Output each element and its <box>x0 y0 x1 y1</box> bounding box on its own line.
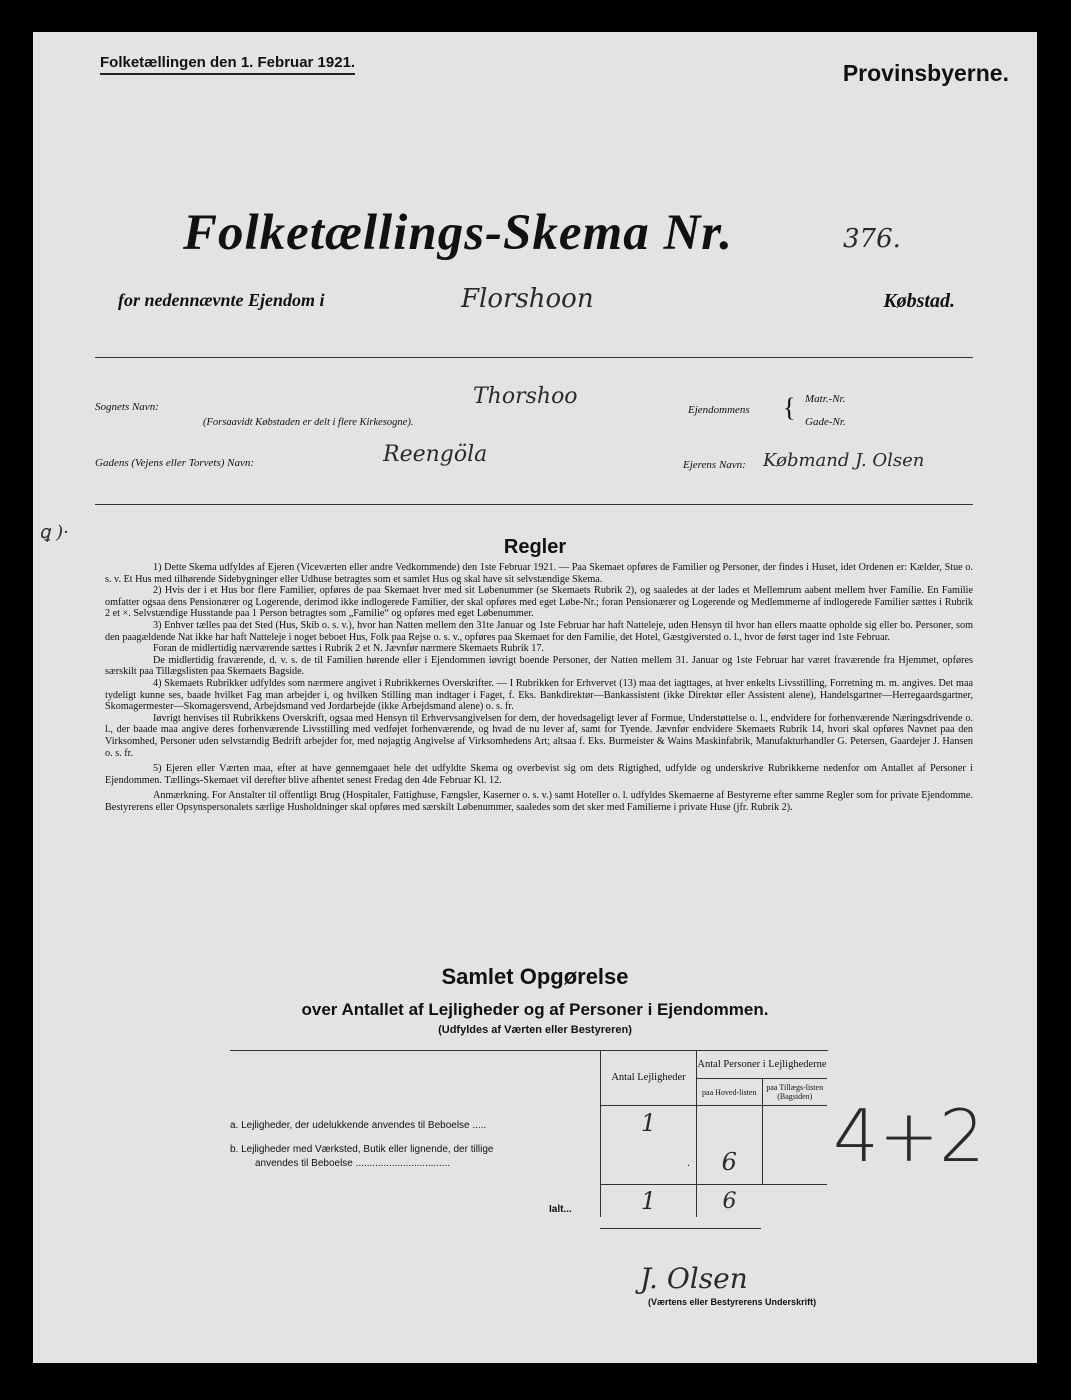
rule-3-note-b: De midlertidig fraværende, d. v. s. de til Familien hørende eller i Ejendommen iøvrigt boende Personer, der Natten mellem 31. Januar og 1ste Februar har været fraværende fra Hjemmet, opføres særskilt paa Tillægslisten paa Skemaets Bagside. <box>105 654 973 678</box>
row-b-label-1: b. Lejligheder med Værksted, Butik eller lignende, der tillige <box>230 1144 494 1155</box>
gade-value: Reengöla <box>383 442 488 467</box>
b-antal: . <box>601 1140 697 1185</box>
side-tally: 4+2 <box>833 1094 985 1178</box>
rule-1: 1) Dette Skema udfyldes af Ejeren (Viceværten eller andre Vedkommende) den 1ste Februar 1921. — Paa Skemaet opføres de Familier og Personer, der findes i Huset, idet Ordenen er: Kælder, Stue o. s. v. Et Hus med tilhørende Sidebygninger eller Udhuse betragtes som et samlet Hus og skal have sit selvstændige Skema. <box>105 562 973 585</box>
b-hoved: 6 <box>697 1140 763 1185</box>
ejer-value: Købmand J. Olsen <box>763 450 925 471</box>
anmaerkning: Anmærkning. For Anstalter til offentligt Brug (Hospitaler, Fattighuse, Fængsler, Kaserner o. s. v.) samt Hoteller o. l. udfyldes Skemaerne af Bestyrerne efter samme Regler som for private Ejendomme. Bestyrerens eller Opsynspersonalets særlige Husholdninger skal opføres med særskilt Løbenummer, saaledes som det sker med Familierne i private Huse (jfr. Rubrik 2). <box>105 790 973 813</box>
row-a-label: a. Lejligheder, der udelukkende anvendes til Beboelse ..... <box>230 1120 487 1131</box>
sogn-label: Sognets Navn: <box>95 401 159 413</box>
gade-nr-label: Gade-Nr. <box>805 416 846 428</box>
owner-signature: J. Olsen <box>640 1262 748 1295</box>
sogn-note: (Forsaavidt Købstaden er delt i flere Kirkesogne). <box>203 417 414 428</box>
ejer-label: Ejerens Navn: <box>683 459 746 471</box>
col-hoved-header: paa Hoved-listen <box>697 1079 763 1106</box>
total-antal: 1 <box>601 1185 697 1218</box>
divider-top <box>95 357 973 358</box>
signature-caption: (Værtens eller Bestyrerens Underskrift) <box>648 1297 817 1307</box>
gade-label: Gadens (Vejens eller Torvets) Navn: <box>95 457 255 469</box>
margin-note: ꝗ )· <box>39 522 69 543</box>
col-personer-header: Antal Personer i Lejlighederne <box>697 1050 828 1079</box>
town-handwritten: Florshoon <box>461 284 594 314</box>
census-form-sheet <box>33 32 1037 1363</box>
total-hoved: 6 <box>697 1185 763 1218</box>
brace-icon: { <box>783 393 796 422</box>
total-rule <box>600 1228 761 1229</box>
ejendom-label: Ejendommens <box>688 404 750 416</box>
rule-4: 4) Skemaets Rubrikker udfyldes som nærmere angivet i Rubrikkernes Overskrifter. — I Rubrikken for Erhvervet (13) maa det iagttages, at hver enkelts Livsstilling, Forretning m. m. angives. Det maa tydeligt kunne ses, baade hvilket Fag man arbejder i, og hvilken Stilling man indtager i Faget, f. Eks. Bankdirektør—Bankassistent (ikke Direktør eller Assistent alene), Handelsgartner—Herregaardsgartner, Skomagermester—Skomagersvend, Arbejdsmand ved Jordarbejde (ikke Arbejdsmand alene) o. s. fr. <box>105 677 973 713</box>
census-date-header: Folketællingen den 1. Februar 1921. <box>100 54 355 75</box>
row-total-label: Ialt... <box>549 1204 572 1215</box>
matr-label: Matr.-Nr. <box>805 393 846 405</box>
subtitle-left: for nedennævnte Ejendom i <box>118 290 325 310</box>
divider-mid <box>95 504 973 505</box>
subtitle-right: Købstad. <box>883 290 955 312</box>
rule-4-note: Iøvrigt henvises til Rubrikkens Overskrift, ogsaa med Hensyn til Erhvervsangivelsen for dem, der hovedsageligt lever af Formue, Understøttelse o. l., endvidere for forhenværende Næringsdrivende o. l., der baade maa angive deres forhenværende Livsstilling med vedføjet forhenværende, og hvad de nu lever af, samt for Tyende. Jævnfør endvidere Skemaets Rubrik 14, hvori skal opføres Navnet paa den Virksomhed, Personer uden selvstændig Bedrift arbejder for, med nøjagtig Angivelse af Virksomhedens Art; altsaa f. Eks. Burmeister & Wains Maskinfabrik, Manufakturhandler G. Petersen, Gaardejer J. Hansen o. s. fr. <box>105 712 973 759</box>
sogn-value: Thorshoo <box>473 384 578 409</box>
form-title: Folketællings-Skema Nr. <box>183 205 734 261</box>
rule-3: 3) Enhver tælles paa det Sted (Hus, Skib o. s. v.), hvor han Natten mellem den 31te Januar og 1ste Februar har haft Natteleje, uden Hensyn til hvor han ellers maatte opholde sig eller bo. Personer, som den paagældende Nat ikke har haft Natteleje i noget beboet Hus, Folk paa Rejse o. s. v., opføres paa Skemaet for den Familie, det Hotel, Gæstgiversted o. l., hvor de først tager ind 1ste Februar. <box>105 619 973 643</box>
summary-note: (Udfyldes af Værten eller Bestyreren) <box>438 1024 632 1036</box>
regler-text <box>105 562 973 813</box>
summary-heading: Samlet Opgørelse <box>441 964 629 989</box>
rule-2: 2) Hvis der i et Hus bor flere Familier, opføres de paa Skemaet hver med sit Løbenummer (se Skemaets Rubrik 2), og saaledes at der lades et Mellemrum aabent mellem hver Familie. En Familie omfatter ogsaa dens Pensionærer og Logerende, derimod ikke indlogerede Familier, der skal opføres med eget Løbe-Nr.; foran Pensionærer og Logerende og Medlemmerne af indlogerede Familier sættes i Rubrik 2 et ×. Selvstændige Husstande paa 1 Person betragtes som „Familie“ og opføres med eget Løbenummer. <box>105 585 973 620</box>
form-number: 376. <box>843 224 901 254</box>
a-antal: 1 <box>601 1106 697 1141</box>
rule-3-note-a: Foran de midlertidig nærværende sættes i Rubrik 2 et N. Jævnfør nærmere Skemaets Rubrik 17. <box>153 643 545 655</box>
region-header: Provinsbyerne. <box>842 60 1009 86</box>
regler-heading: Regler <box>503 536 567 558</box>
col-antal-header: Antal Lejligheder <box>601 1050 697 1106</box>
col-tillaeg-header: paa Tillægs-listen (Bagsiden) <box>762 1079 827 1106</box>
summary-table <box>600 1050 827 1217</box>
row-b-label-2: anvendes til Beboelse .................................. <box>255 1158 451 1169</box>
rule-5: 5) Ejeren eller Værten maa, efter at have gennemgaaet hele det udfyldte Skema og overbevist sig om dets Rigtighed, udfylde og underskrive Rubrikkerne nedenfor om Antallet af Personer i Ejendommen. Tællings-Skemaet vil derefter blive afhentet senest Fredag den 4de Februar Kl. 12. <box>105 763 973 786</box>
summary-subheading: over Antallet af Lejligheder og af Personer i Ejendommen. <box>301 1000 769 1019</box>
